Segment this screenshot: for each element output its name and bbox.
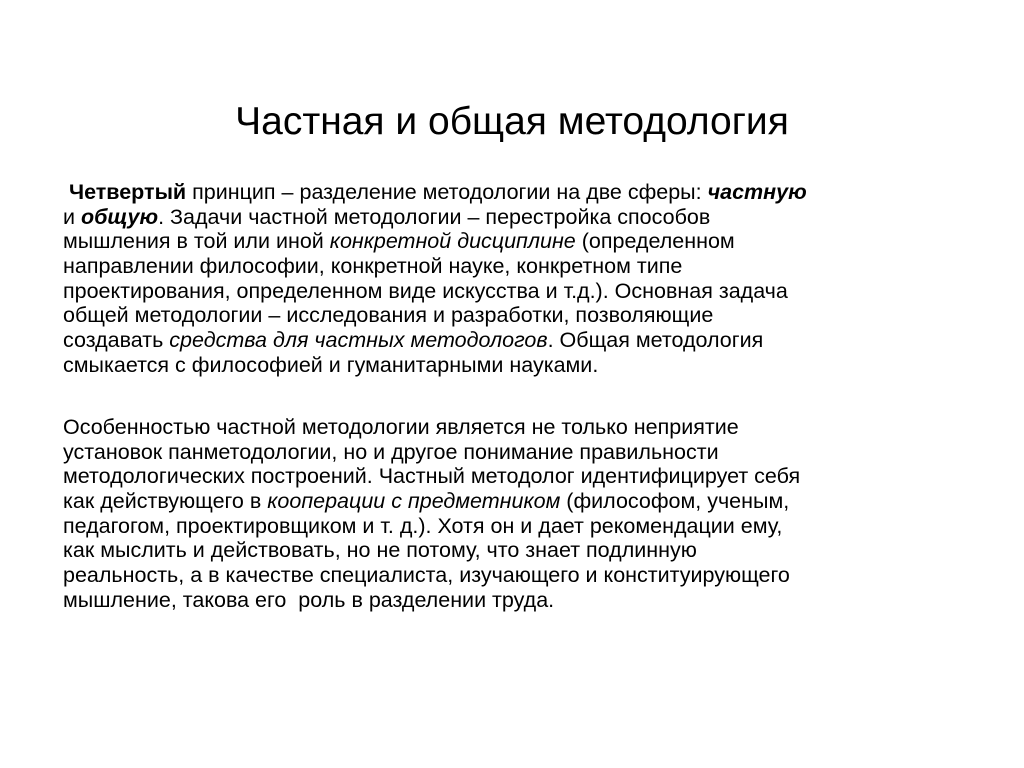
- paragraph-1-line: [63, 180, 807, 205]
- paragraph-1-line: направлении философии, конкретной науке, конкретном типе: [63, 254, 683, 279]
- text-run: как действующего в: [63, 489, 268, 514]
- paragraph-1-line: общей методологии – исследования и разработки, позволяющие: [63, 303, 714, 328]
- text-run: (философом, ученым,: [560, 489, 790, 514]
- paragraph-2-line: [63, 489, 800, 514]
- paragraph-2-line: установок панметодологии, но и другое понимание правильности: [63, 439, 719, 464]
- paragraph-2-line: Особенностью частной методологии является не только неприятие: [63, 415, 739, 439]
- text-run: (определенном: [575, 229, 735, 254]
- bold-italic-term: частную: [707, 180, 807, 204]
- paragraph-2-line: мышление, такова его роль в разделении труда.: [63, 587, 555, 612]
- paragraph-1-line: смыкается с философией и гуманитарными науками.: [63, 352, 599, 377]
- paragraph-1-line: проектирования, определенном виде искусства и т.д.). Основная задача: [63, 278, 788, 303]
- paragraph-2-line: реальность, а в качестве специалиста, изучающего и конституирующего: [63, 563, 790, 588]
- paragraph-2-line: как мыслить и действовать, но не потому, что знает подлинную: [63, 538, 697, 563]
- text-run: мышления в той или иной: [63, 229, 330, 254]
- bold-term: Четвертый: [68, 180, 187, 204]
- paragraph-2-line: методологических построений. Частный методолог идентифицирует себя: [63, 464, 801, 489]
- paragraph-1-line: [63, 229, 807, 254]
- paragraph-1: [63, 180, 807, 378]
- italic-term: кооперации с предметником: [267, 489, 561, 514]
- bold-italic-term: общую: [80, 204, 159, 229]
- paragraph-2-line: педагогом, проектировщиком и т. д.). Хотя он и дает рекомендации ему,: [63, 513, 783, 538]
- italic-term: конкретной дисциплине: [329, 229, 576, 254]
- text-run: создавать: [63, 328, 170, 353]
- paragraph-1-line: [63, 328, 807, 353]
- text-run: . Задачи частной методологии – перестройка способов: [158, 204, 711, 229]
- italic-term: средства для частных методологов: [169, 328, 548, 353]
- text-run: принцип – разделение методологии на две сферы:: [186, 180, 708, 204]
- slide-title: Частная и общая методология: [235, 100, 789, 144]
- paragraph-2: [63, 415, 800, 613]
- text-run: и: [63, 204, 81, 229]
- paragraph-1-line: [63, 205, 807, 230]
- text-run: . Общая методология: [547, 328, 764, 353]
